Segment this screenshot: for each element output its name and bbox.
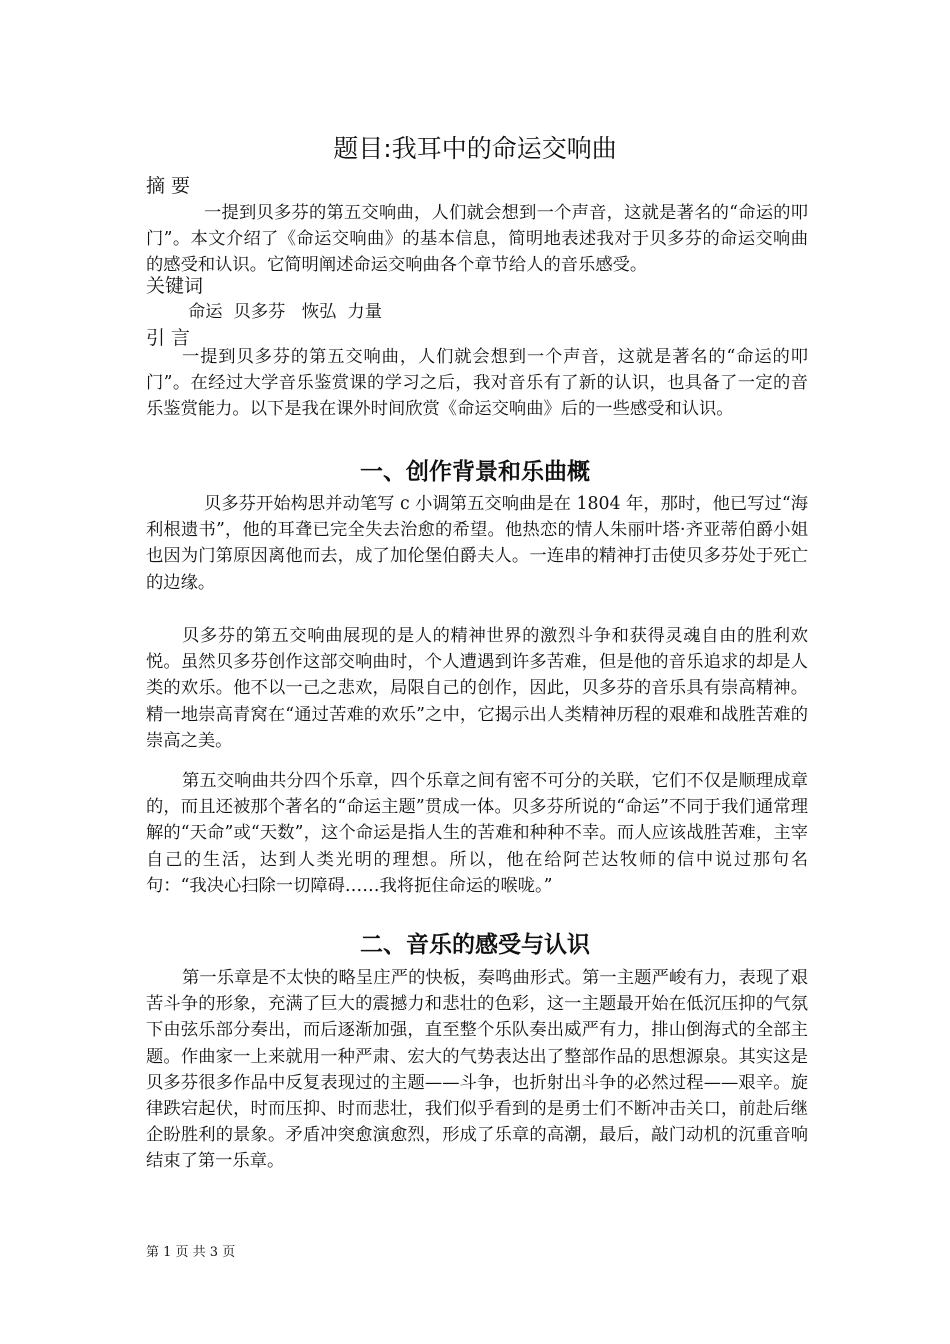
page-footer: 第 1 页 共 3 页 [146, 1245, 236, 1260]
section2-heading: 二、音乐的感受与认识 [360, 932, 590, 958]
abstract-text: 一提到贝多芬的第五交响曲，人们就会想到一个声音，这就是著名的“命运的叩门”。本文介绍了《命运交响曲》的基本信息，简明地表述我对于贝多芬的命运交响曲的感受和认识。它简明阐述命运交响曲各个章节给人的音乐感受。 [146, 203, 808, 276]
section1-paragraph: 第五交响曲共分四个乐章，四个乐章之间有密不可分的关联，它们不仅是顺理成章的，而且还被那个著名的“命运主题”贯成一体。贝多芬所说的“命运”不同于我们通常理解的“天命”或“天数”，这个命运是指人生的苦难和种种不幸。而人应该战胜苦难，主宰自己的生活，达到人类光明的理想。所以，他在给阿芒达牧师的信中说过那句名句：“我决心扫除一切障碍……我将扼住命运的喉咙。” [146, 771, 808, 896]
section1-heading: 一、创作背景和乐曲概 [360, 459, 590, 485]
abstract-label: 摘 要 [146, 175, 191, 197]
document-title: 题目:我耳中的命运交响曲 [333, 134, 617, 163]
section2-paragraph: 第一乐章是不太快的略呈庄严的快板，奏鸣曲形式。第一主题严峻有力，表现了艰苦斗争的形象，充满了巨大的震撼力和悲壮的色彩，这一主题最开始在低沉压抑的气氛下由弦乐部分奏出，而后逐渐加强，直至整个乐队奏出威严有力，排山倒海式的全部主题。作曲家一上来就用一种严肃、宏大的气势表达出了整部作品的思想源泉。其实这是贝多芬很多作品中反复表现过的主题——斗争，也折射出斗争的必然过程——艰辛。旋律跌宕起伏，时而压抑、时而悲壮，我们似乎看到的是勇士们不断冲击关口，前赴后继企盼胜利的景象。矛盾冲突愈演愈烈，形成了乐章的高潮，最后，敲门动机的沉重音响结束了第一乐章。 [146, 968, 808, 1172]
keywords-label: 关键词 [146, 275, 204, 297]
section1-paragraph: 贝多芬的第五交响曲展现的是人的精神世界的激烈斗争和获得灵魂自由的胜利欢悦。虽然贝多芬创作这部交响曲时，个人遭遇到许多苦难，但是他的音乐追求的却是人类的欢乐。他不以一己之悲欢，局限自己的创作，因此，贝多芬的音乐具有崇高精神。精一地崇高青窝在“通过苦难的欢乐”之中，它揭示出人类精神历程的艰难和战胜苦难的崇高之美。 [146, 626, 808, 751]
introduction-text: 一提到贝多芬的第五交响曲，人们就会想到一个声音，这就是著名的“命运的叩门”。在经过大学音乐鉴赏课的学习之后，我对音乐有了新的认识，也具备了一定的音乐鉴赏能力。以下是我在课外时间欣赏《命运交响曲》后的一些感受和认识。 [146, 347, 808, 420]
keywords-text: 命运 贝多芬 恢弘 力量 [188, 302, 382, 322]
section1-paragraph: 贝多芬开始构思并动笔写 c 小调第五交响曲是在 1804 年，那时，他已写过“海利根遗书”，他的耳聋已完全失去治愈的希望。他热恋的情人朱丽叶塔·齐亚蒂伯爵小姐也因为门第原因离他而去，成了加伦堡伯爵夫人。一连串的精神打击使贝多芬处于死亡的边缘。 [146, 494, 808, 593]
introduction-label: 引 言 [146, 327, 191, 349]
